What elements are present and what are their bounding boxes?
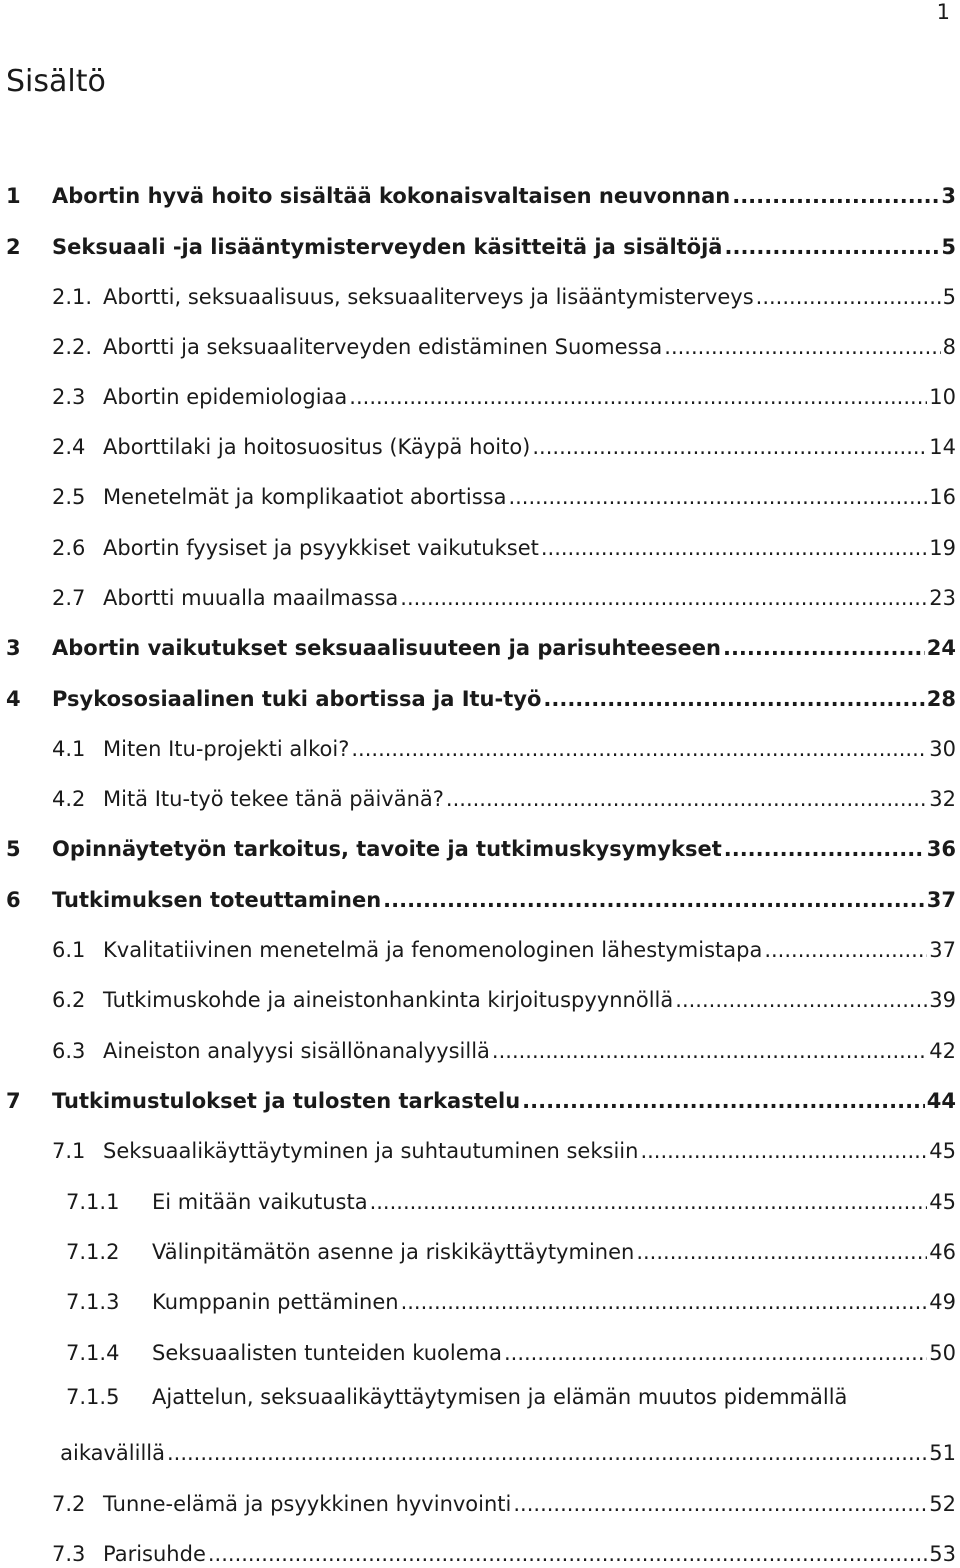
dot-leader — [492, 1037, 927, 1065]
toc-entry-page: 30 — [929, 737, 956, 761]
toc-entry[interactable] — [0, 1284, 956, 1316]
toc-entry[interactable] — [0, 1486, 956, 1518]
toc-entry[interactable] — [0, 982, 956, 1014]
dot-leader — [508, 483, 927, 511]
dot-leader — [400, 584, 927, 612]
toc-entry-page: 23 — [929, 586, 956, 610]
toc-entry-title: Tunne-elämä ja psyykkinen hyvinvointi — [103, 1492, 512, 1516]
toc-entry-number: 7.1.1 — [66, 1190, 120, 1214]
toc-entry-number: 7.1.2 — [66, 1240, 120, 1264]
dot-leader — [351, 735, 927, 763]
toc-entry[interactable] — [0, 1385, 956, 1467]
toc-entry-title: Aborttilaki ja hoitosuositus (Käypä hoito) — [103, 435, 531, 459]
toc-entry[interactable] — [0, 831, 956, 863]
toc-entry[interactable] — [0, 1133, 956, 1165]
dot-leader — [208, 1540, 927, 1568]
dot-leader — [383, 886, 925, 914]
dot-leader — [401, 1288, 928, 1316]
toc-entry-title: aikavälillä — [60, 1441, 165, 1465]
toc-entry-page: 28 — [926, 687, 956, 711]
toc-entry-page: 24 — [926, 636, 956, 660]
toc-entry-number: 6.1 — [52, 938, 86, 962]
toc-entry-number: 2 — [6, 235, 21, 259]
toc-entry-number: 2.5 — [52, 485, 86, 509]
toc-title: Sisältö — [6, 64, 106, 99]
toc-entry[interactable] — [0, 731, 956, 763]
toc-entry-title: Aineiston analyysi sisällönanalyysillä — [103, 1039, 490, 1063]
toc-entry[interactable] — [0, 1033, 956, 1065]
toc-entry-page: 14 — [929, 435, 956, 459]
toc-entry-number: 6.3 — [52, 1039, 86, 1063]
toc-entry-page: 32 — [929, 787, 956, 811]
toc-entry-page: 16 — [929, 485, 956, 509]
toc-entry[interactable] — [0, 1234, 956, 1266]
dot-leader — [664, 333, 940, 361]
toc-entry-title: Tutkimuksen toteuttaminen — [52, 888, 382, 912]
toc-entry-title: Seksuaali -ja lisääntymisterveyden käsitteitä ja sisältöjä — [52, 235, 723, 259]
toc-entry-number: 2.3 — [52, 385, 86, 409]
toc-entry-title: Abortin fyysiset ja psyykkiset vaikutukset — [103, 536, 539, 560]
toc-entry-number: 4.1 — [52, 737, 86, 761]
dot-leader — [724, 233, 939, 261]
toc-entry-page: 53 — [929, 1542, 956, 1566]
toc-entry-page: 45 — [929, 1190, 956, 1214]
toc-entry-title: Opinnäytetyön tarkoitus, tavoite ja tutkimuskysymykset — [52, 837, 722, 861]
toc-entry-number: 7.2 — [52, 1492, 86, 1516]
toc-entry-number: 2.4 — [52, 435, 86, 459]
toc-entry[interactable] — [0, 882, 956, 914]
toc-entry-page: 46 — [929, 1240, 956, 1264]
toc-entry[interactable] — [0, 178, 956, 210]
toc-entry-page: 37 — [929, 938, 956, 962]
page-number: 1 — [936, 0, 950, 24]
toc-entry-title-line: Ajattelun, seksuaalikäyttäytymisen ja elämän muutos pidemmällä — [152, 1385, 848, 1409]
toc-entry[interactable] — [0, 681, 956, 713]
toc-entry-page: 5 — [941, 235, 956, 259]
toc-entry-page: 39 — [929, 988, 956, 1012]
toc-entry-title: Tutkimuskohde ja aineistonhankinta kirjoituspyynnöllä — [103, 988, 674, 1012]
toc-entry-number: 1 — [6, 184, 21, 208]
dot-leader — [756, 283, 941, 311]
toc-entry[interactable] — [0, 630, 956, 662]
toc-entry[interactable] — [0, 379, 956, 411]
toc-entry-number: 2.2. — [52, 335, 93, 359]
toc-entry-number: 2.1. — [52, 285, 93, 309]
toc-entry[interactable] — [0, 1335, 956, 1367]
dot-leader — [636, 1238, 927, 1266]
toc-entry-title: Tutkimustulokset ja tulosten tarkastelu — [52, 1089, 521, 1113]
toc-entry-title: Abortti ja seksuaaliterveyden edistäminen Suomessa — [103, 335, 663, 359]
toc-entry-number: 6.2 — [52, 988, 86, 1012]
toc-entry-number: 7.3 — [52, 1542, 86, 1566]
toc-entry-page: 49 — [929, 1290, 956, 1314]
toc-entry-title: Abortti muualla maailmassa — [103, 586, 399, 610]
toc-entry[interactable] — [0, 429, 956, 461]
dot-leader — [541, 534, 927, 562]
toc-entry[interactable] — [0, 1083, 956, 1115]
dot-leader — [640, 1137, 927, 1165]
toc-entry-page: 19 — [929, 536, 956, 560]
toc-entry-title: Kvalitatiivinen menetelmä ja fenomenologinen lähestymistapa — [103, 938, 763, 962]
toc-entry-number: 2.7 — [52, 586, 86, 610]
toc-entry-title: Kumppanin pettäminen — [152, 1290, 399, 1314]
toc-entry-page: 52 — [929, 1492, 956, 1516]
toc-entry[interactable] — [0, 781, 956, 813]
toc-entry-number: 7.1.5 — [66, 1385, 120, 1409]
toc-entry[interactable] — [0, 1536, 956, 1568]
toc-entry-page: 45 — [929, 1139, 956, 1163]
toc-entry-title: Seksuaalisten tunteiden kuolema — [152, 1341, 502, 1365]
toc-entry[interactable] — [0, 229, 956, 261]
toc-entry[interactable] — [0, 1184, 956, 1216]
toc-entry-page: 8 — [942, 335, 956, 359]
dot-leader — [543, 685, 924, 713]
toc-entry-number: 7.1.4 — [66, 1341, 120, 1365]
toc-entry-page: 3 — [941, 184, 956, 208]
toc-entry-number: 2.6 — [52, 536, 86, 560]
toc-entry-title: Parisuhde — [103, 1542, 206, 1566]
toc-entry-page: 10 — [929, 385, 956, 409]
dot-leader — [764, 936, 927, 964]
toc-entry-title: Abortti, seksuaalisuus, seksuaaliterveys ja lisääntymisterveys — [103, 285, 754, 309]
toc-entry-page: 51 — [929, 1441, 956, 1465]
dot-leader — [446, 785, 927, 813]
toc-entry-page: 5 — [942, 285, 956, 309]
toc-entry-number: 7.1.3 — [66, 1290, 120, 1314]
dot-leader — [167, 1439, 927, 1467]
toc-entry-title: Miten Itu-projekti alkoi? — [103, 737, 350, 761]
dot-leader — [370, 1188, 928, 1216]
toc-entry-page: 50 — [929, 1341, 956, 1365]
toc-entry[interactable] — [0, 479, 956, 511]
dot-leader — [522, 1087, 925, 1115]
dot-leader — [513, 1490, 927, 1518]
toc-entry-title: Seksuaalikäyttäytyminen ja suhtautuminen seksiin — [103, 1139, 639, 1163]
toc-entry-number: 6 — [6, 888, 21, 912]
toc-entry[interactable] — [0, 329, 956, 361]
toc-entry-title: Abortin hyvä hoito sisältää kokonaisvaltaisen neuvonnan — [52, 184, 731, 208]
toc-entry-number: 3 — [6, 636, 21, 660]
toc-entry[interactable] — [0, 530, 956, 562]
toc-entry-page: 36 — [926, 837, 956, 861]
toc-entry[interactable] — [0, 932, 956, 964]
toc-entry-title: Menetelmät ja komplikaatiot abortissa — [103, 485, 507, 509]
toc-entry[interactable] — [0, 580, 956, 612]
dot-leader — [349, 383, 927, 411]
toc-entry-title: Abortin epidemiologiaa — [103, 385, 348, 409]
dot-leader — [723, 634, 925, 662]
toc-entry-number: 5 — [6, 837, 21, 861]
toc-entry-title: Psykososiaalinen tuki abortissa ja Itu-työ — [52, 687, 542, 711]
dot-leader — [675, 986, 927, 1014]
toc-entry-title: Mitä Itu-työ tekee tänä päivänä? — [103, 787, 444, 811]
toc-entry-number: 7 — [6, 1089, 21, 1113]
toc-entry-title: Ei mitään vaikutusta — [152, 1190, 368, 1214]
toc-entry-title: Välinpitämätön asenne ja riskikäyttäytyminen — [152, 1240, 635, 1264]
dot-leader — [724, 835, 925, 863]
toc-entry-number: 7.1 — [52, 1139, 86, 1163]
dot-leader — [532, 433, 927, 461]
toc-entry-title: Abortin vaikutukset seksuaalisuuteen ja parisuhteeseen — [52, 636, 721, 660]
toc-entry-page: 42 — [929, 1039, 956, 1063]
toc-entry-number: 4 — [6, 687, 21, 711]
toc-entry-page: 44 — [926, 1089, 956, 1113]
toc-entry-page: 37 — [926, 888, 956, 912]
toc-entry-number: 4.2 — [52, 787, 86, 811]
dot-leader — [732, 182, 939, 210]
dot-leader — [504, 1339, 927, 1367]
toc-entry[interactable] — [0, 279, 956, 311]
